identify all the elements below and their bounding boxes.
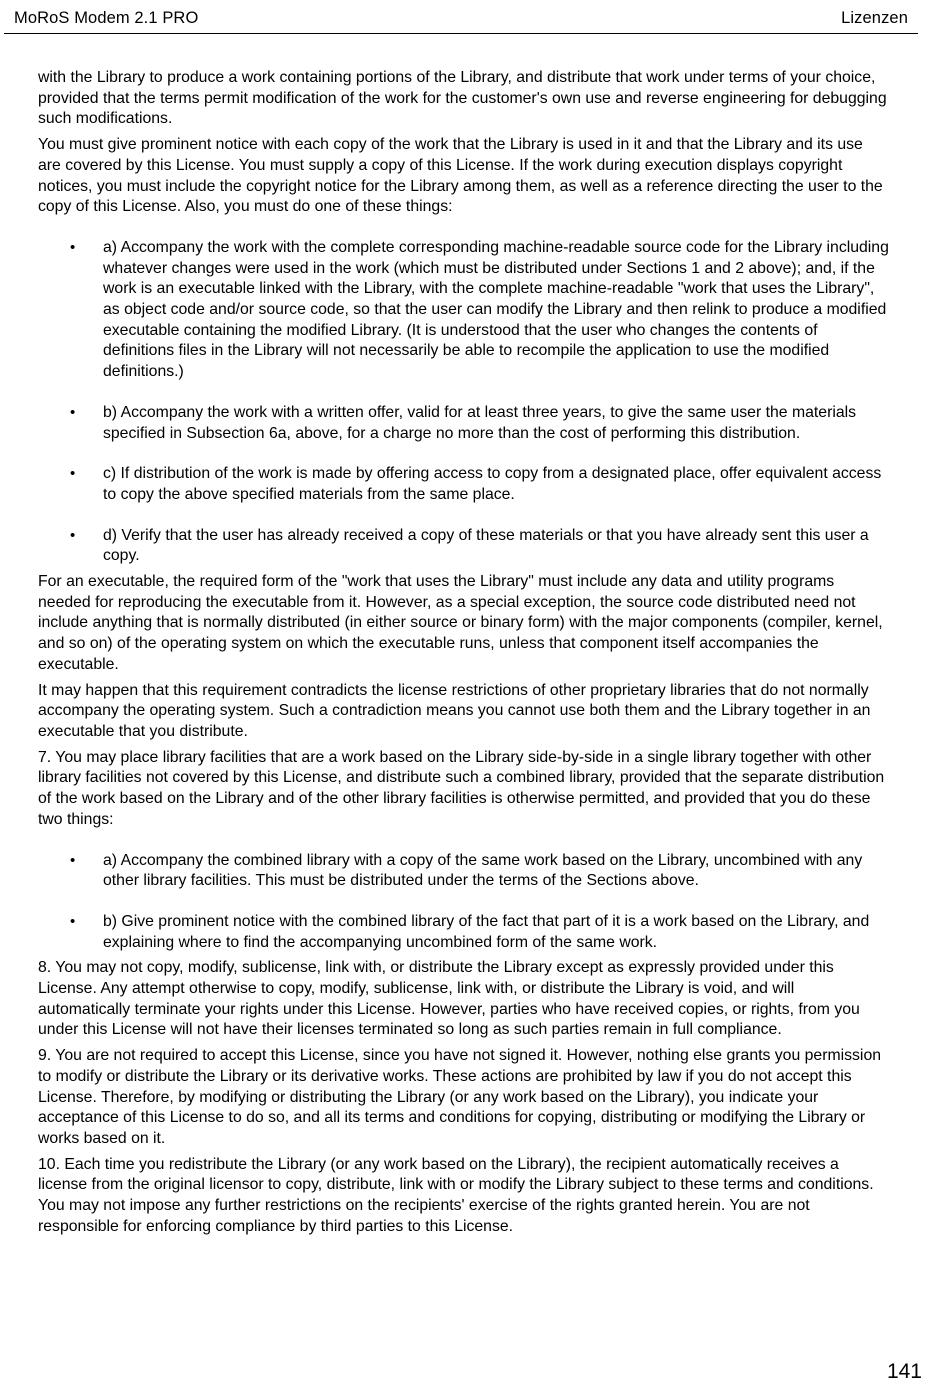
bullet-icon: • — [70, 465, 76, 483]
paragraph-executable: For an executable, the required form of the "work that uses the Library" must include any data and utility programs needed for reproducing the executable from it. However, as a special exception, the source code distributed need not include anything that is normally distributed (in either source or binary form) with the major components (compiler, kernel, and so on) of the operating system on which the executable runs, unless that component itself accompanies the executable. — [38, 573, 883, 673]
list-item-text: b) Give prominent notice with the combined library of the fact that part of it is a work based on the Library, and explaining where to find the accompanying uncombined form of the same work. — [103, 912, 870, 951]
list-item — [38, 464, 890, 505]
bullet-icon: • — [70, 851, 76, 869]
bullet-icon: • — [70, 526, 76, 544]
list-item — [38, 403, 890, 444]
list-item-text: c) If distribution of the work is made by offering access to copy from a designated place, offer equivalent access to copy the above specified materials from the same place. — [103, 465, 882, 503]
paragraph-section-10: 10. Each time you redistribute the Library (or any work based on the Library), the recipient automatically receives a license from the original licensor to copy, distribute, link with or modify the Library subject to these terms and conditions. You may not impose any further restrictions on the recipients' exercise of the rights granted herein. You are not responsible for enforcing compliance by third parties to this License. — [38, 1155, 874, 1235]
page-header — [4, 0, 918, 34]
list-item — [38, 238, 890, 383]
page-number: 141 — [886, 1360, 922, 1383]
list-item — [38, 526, 890, 567]
bullet-icon: • — [70, 403, 76, 421]
paragraph-section-9: 9. You are not required to accept this License, since you have not signed it. However, nothing else grants you permission to modify or distribute the Library or its derivative works. These actions are prohibited by law if you do not accept this License. Therefore, by modifying or distributing the Library (or any work based on the Library), you indicate your acceptance of this License to do so, and all its terms and conditions for copying, distributing or modifying the Library or works based on it. — [38, 1047, 882, 1147]
page-content — [38, 68, 890, 1242]
paragraph-section-7: 7. You may place library facilities that are a work based on the Library side-by-side in a single library together with other library facilities not covered by this License, and distribute such a combined library, provided that the separate distribution of the work based on the Library and of the other library facilities is otherwise permitted, and provided that you do these two things: — [38, 748, 885, 828]
document-title: MoRoS Modem 2.1 PRO — [14, 9, 199, 27]
bullet-icon: • — [70, 238, 76, 256]
bullet-icon: • — [70, 912, 76, 930]
paragraph-intro-1: with the Library to produce a work containing portions of the Library, and distribute that work under terms of your choice, provided that the terms permit modification of the work for the customer's own use and reverse engineering for debugging such modifications. — [38, 69, 887, 128]
list-item-text: b) Accompany the work with a written offer, valid for at least three years, to give the same user the materials specified in Subsection 6a, above, for a charge no more than the cost of performing this distribution. — [103, 403, 857, 442]
list-item — [38, 851, 890, 892]
section-title: Lizenzen — [841, 9, 908, 27]
list-item — [38, 912, 890, 953]
list-item-text: d) Verify that the user has already received a copy of these materials or that you have already sent this user a copy. — [103, 526, 869, 565]
paragraph-contradiction: It may happen that this requirement contradicts the license restrictions of other proprietary libraries that do not normally accompany the operating system. Such a contradiction means you cannot use both them and the Library together in an executable that you distribute. — [38, 681, 871, 740]
list-item-text: a) Accompany the combined library with a copy of the same work based on the Library, uncombined with any other library facilities. This must be distributed under the terms of the Sections above. — [103, 851, 863, 890]
list-item-text: a) Accompany the work with the complete corresponding machine-readable source code for the Library including whatever changes were used in the work (which must be distributed under Sections 1 and 2 above); and, if the work is an executable linked with the Library, with the complete machine-readable "work that uses the Library", as object code and/or source code, so that the user can modify the Library and then relink to produce a modified executable containing the modified Library. (It is understood that the user who changes the contents of definitions files in the Library will not necessarily be able to recompile the application to use the modified definitions.) — [103, 238, 889, 381]
bullet-list-section-6 — [38, 238, 890, 567]
paragraph-section-8: 8. You may not copy, modify, sublicense, link with, or distribute the Library except as expressly provided under this License. Any attempt otherwise to copy, modify, sublicense, link with, or distribute the Library is void, and will automatically terminate your rights under this License. However, parties who have received copies, or rights, from you under this License will not have their licenses terminated so long as such parties remain in full compliance. — [38, 959, 860, 1039]
paragraph-intro-2: You must give prominent notice with each copy of the work that the Library is used in it and that the Library and its use are covered by this License. You must supply a copy of this License. If the work during execution displays copyright notices, you must include the copyright notice for the Library among them, as well as a reference directing the user to the copy of this License. Also, you must do one of these things: — [38, 136, 883, 216]
bullet-list-section-7 — [38, 851, 890, 954]
